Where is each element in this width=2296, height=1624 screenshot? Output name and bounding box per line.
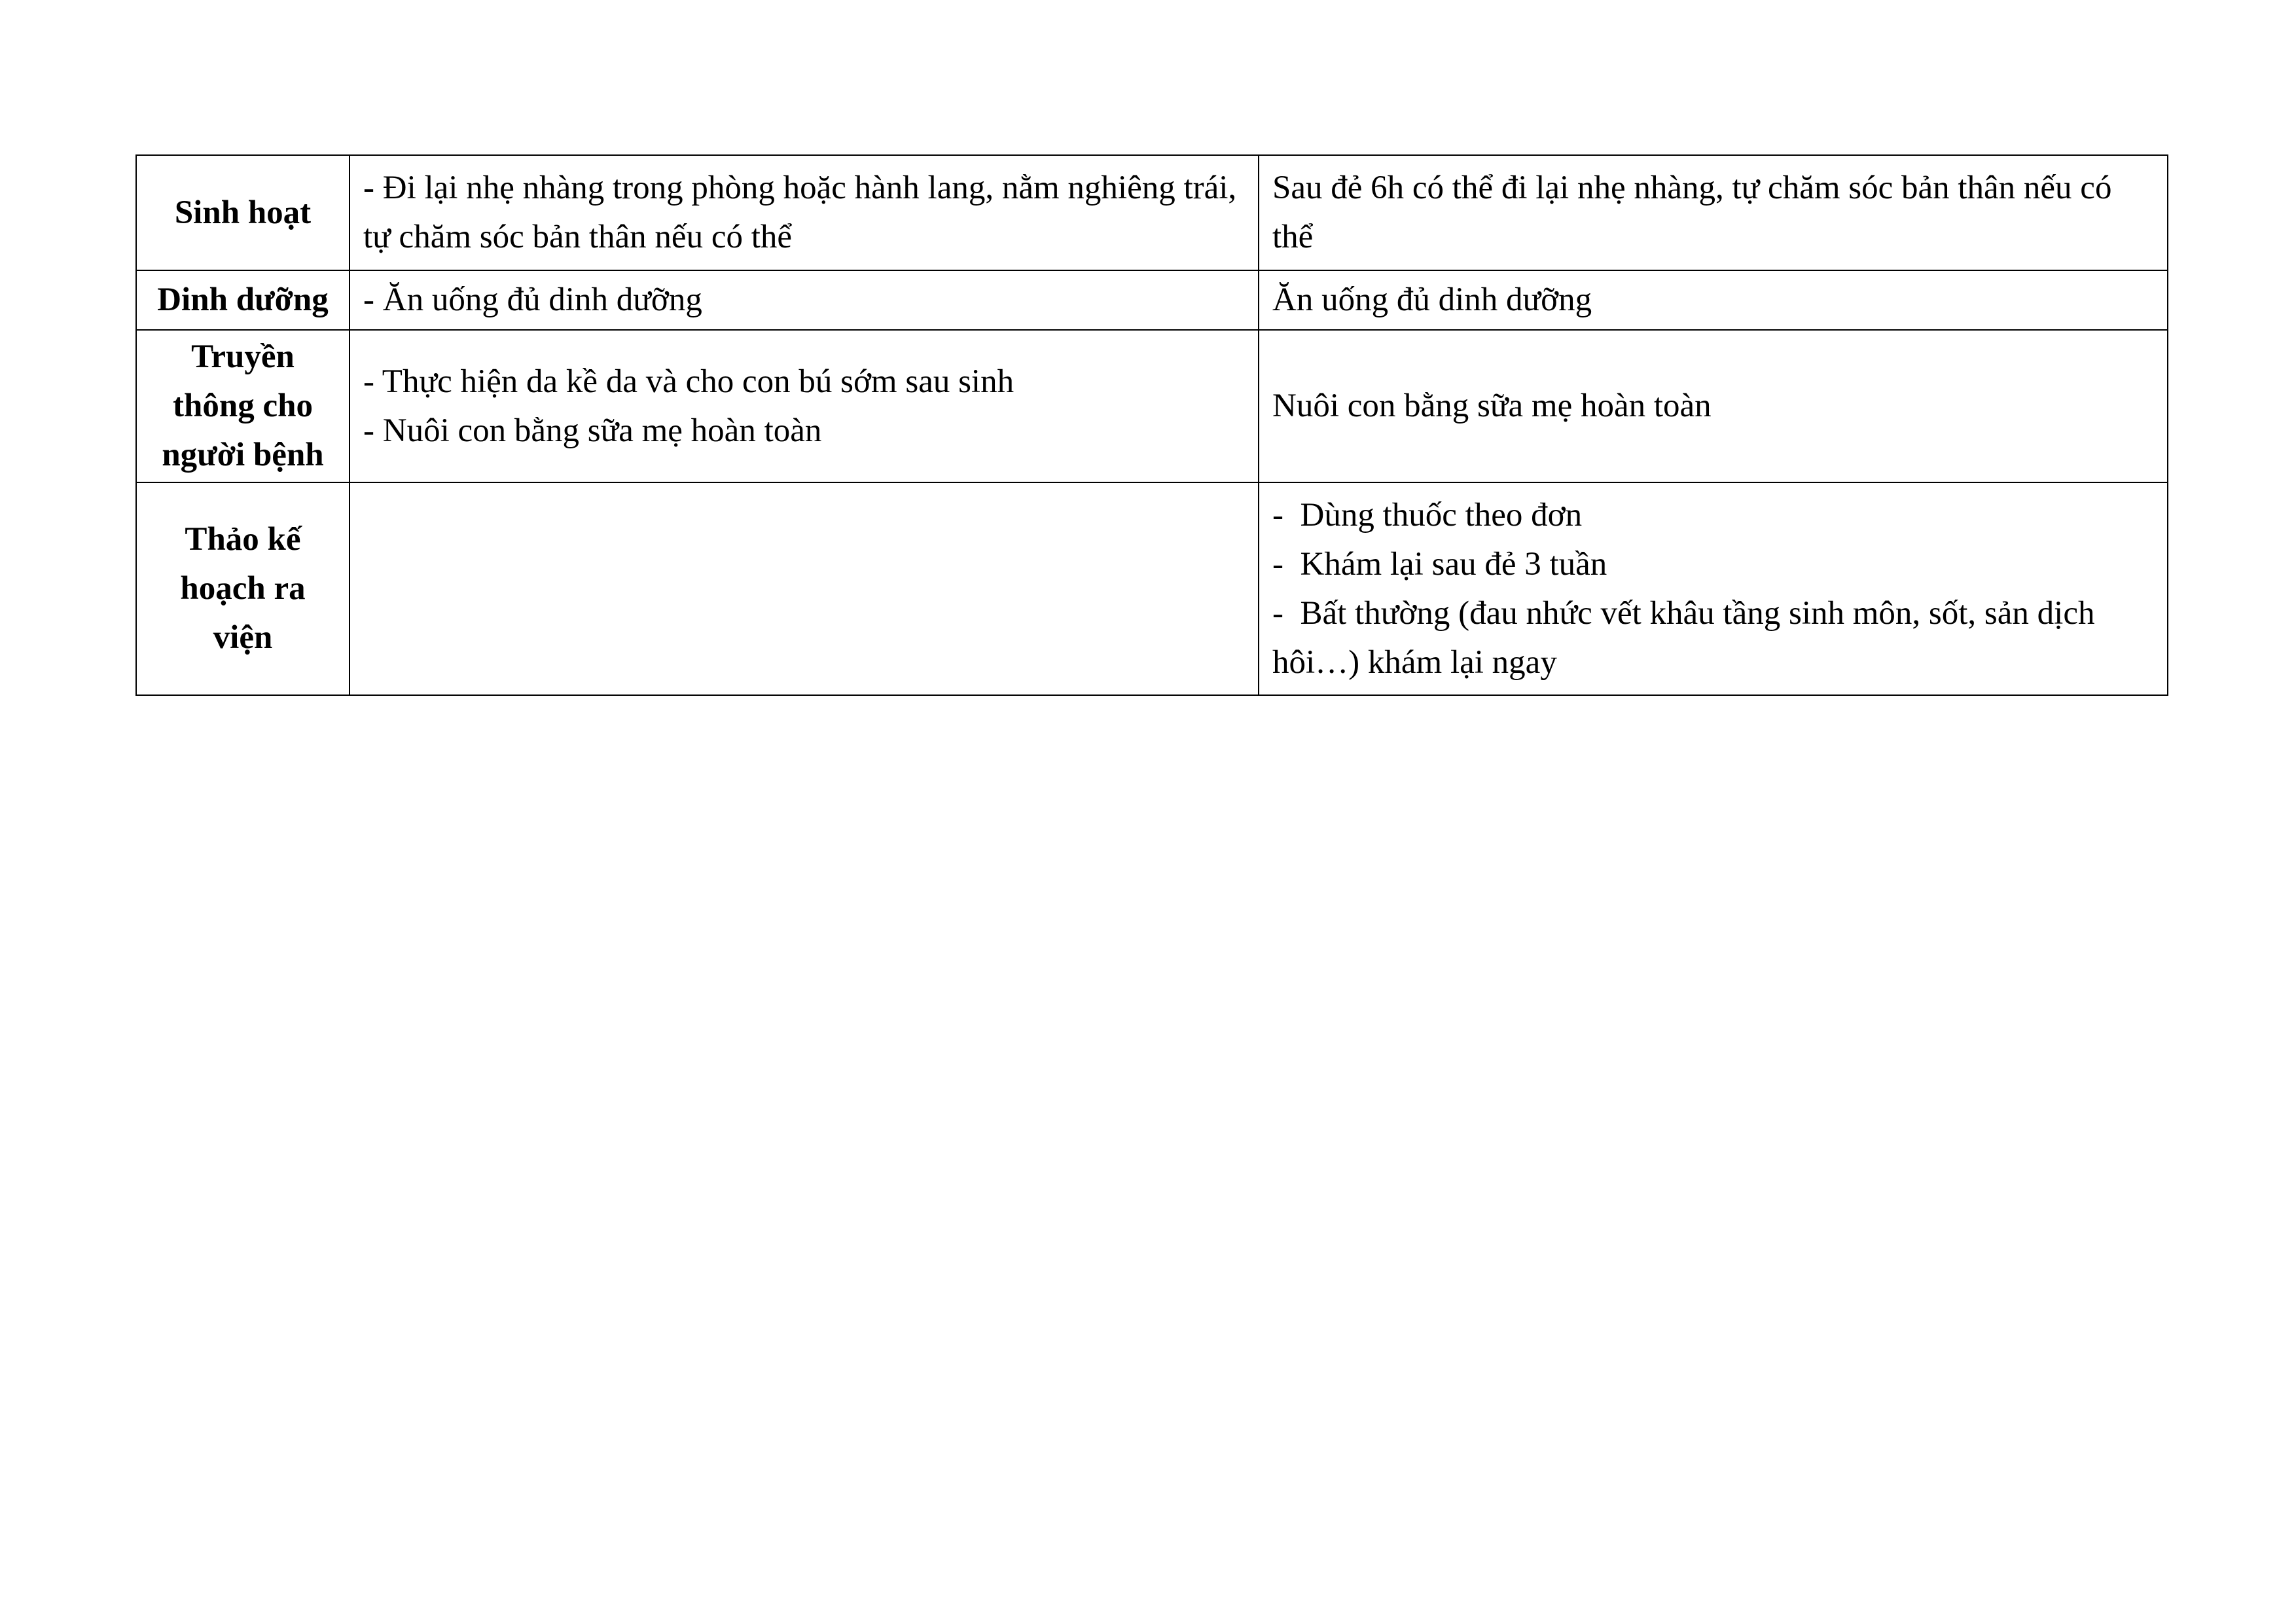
cell-line: Sau đẻ 6h có thể đi lại nhẹ nhàng, tự chăm sóc bản thân nếu có thể bbox=[1272, 170, 2112, 255]
table-cell bbox=[1259, 155, 2168, 270]
table-row-sinh-hoat bbox=[136, 155, 2168, 270]
table-row-ke-hoach-ra-vien bbox=[136, 482, 2168, 695]
table-cell bbox=[1259, 270, 2168, 330]
table-cell bbox=[1259, 482, 2168, 695]
cell-line: - Ăn uống đủ dinh dưỡng bbox=[363, 281, 702, 318]
cell-line: - Dùng thuốc theo đơn bbox=[1272, 496, 1583, 533]
table-row-dinh-duong bbox=[136, 270, 2168, 330]
cell-line: - Bất thường (đau nhức vết khâu tầng sinh môn, sốt, sản dịch hôi…) khám lại ngay bbox=[1272, 594, 2104, 681]
cell-line: - Khám lại sau đẻ 3 tuần bbox=[1272, 545, 1607, 583]
table-cell-empty bbox=[350, 482, 1259, 695]
row-label: Dinh dưỡng bbox=[136, 270, 350, 330]
table-cell bbox=[350, 155, 1259, 270]
cell-line: - Nuôi con bằng sữa mẹ hoàn toàn bbox=[363, 412, 822, 449]
cell-line: - Thực hiện da kề da và cho con bú sớm sau sinh bbox=[363, 363, 1014, 400]
table-cell bbox=[350, 330, 1259, 482]
row-label: Sinh hoạt bbox=[136, 155, 350, 270]
cell-line: Ăn uống đủ dinh dưỡng bbox=[1272, 281, 1592, 318]
cell-line: - Đi lại nhẹ nhàng trong phòng hoặc hành lang, nằm nghiêng trái, tự chăm sóc bản thân nếu có thể bbox=[363, 170, 1237, 255]
cell-line: Nuôi con bằng sữa mẹ hoàn toàn bbox=[1272, 388, 1712, 424]
row-label: Truyền thông cho người bệnh bbox=[136, 330, 350, 482]
table-row-truyen-thong bbox=[136, 330, 2168, 482]
table-cell bbox=[1259, 330, 2168, 482]
row-label: Thảo kế hoạch ra viện bbox=[136, 482, 350, 695]
table-cell bbox=[350, 270, 1259, 330]
care-plan-table bbox=[135, 154, 2168, 696]
